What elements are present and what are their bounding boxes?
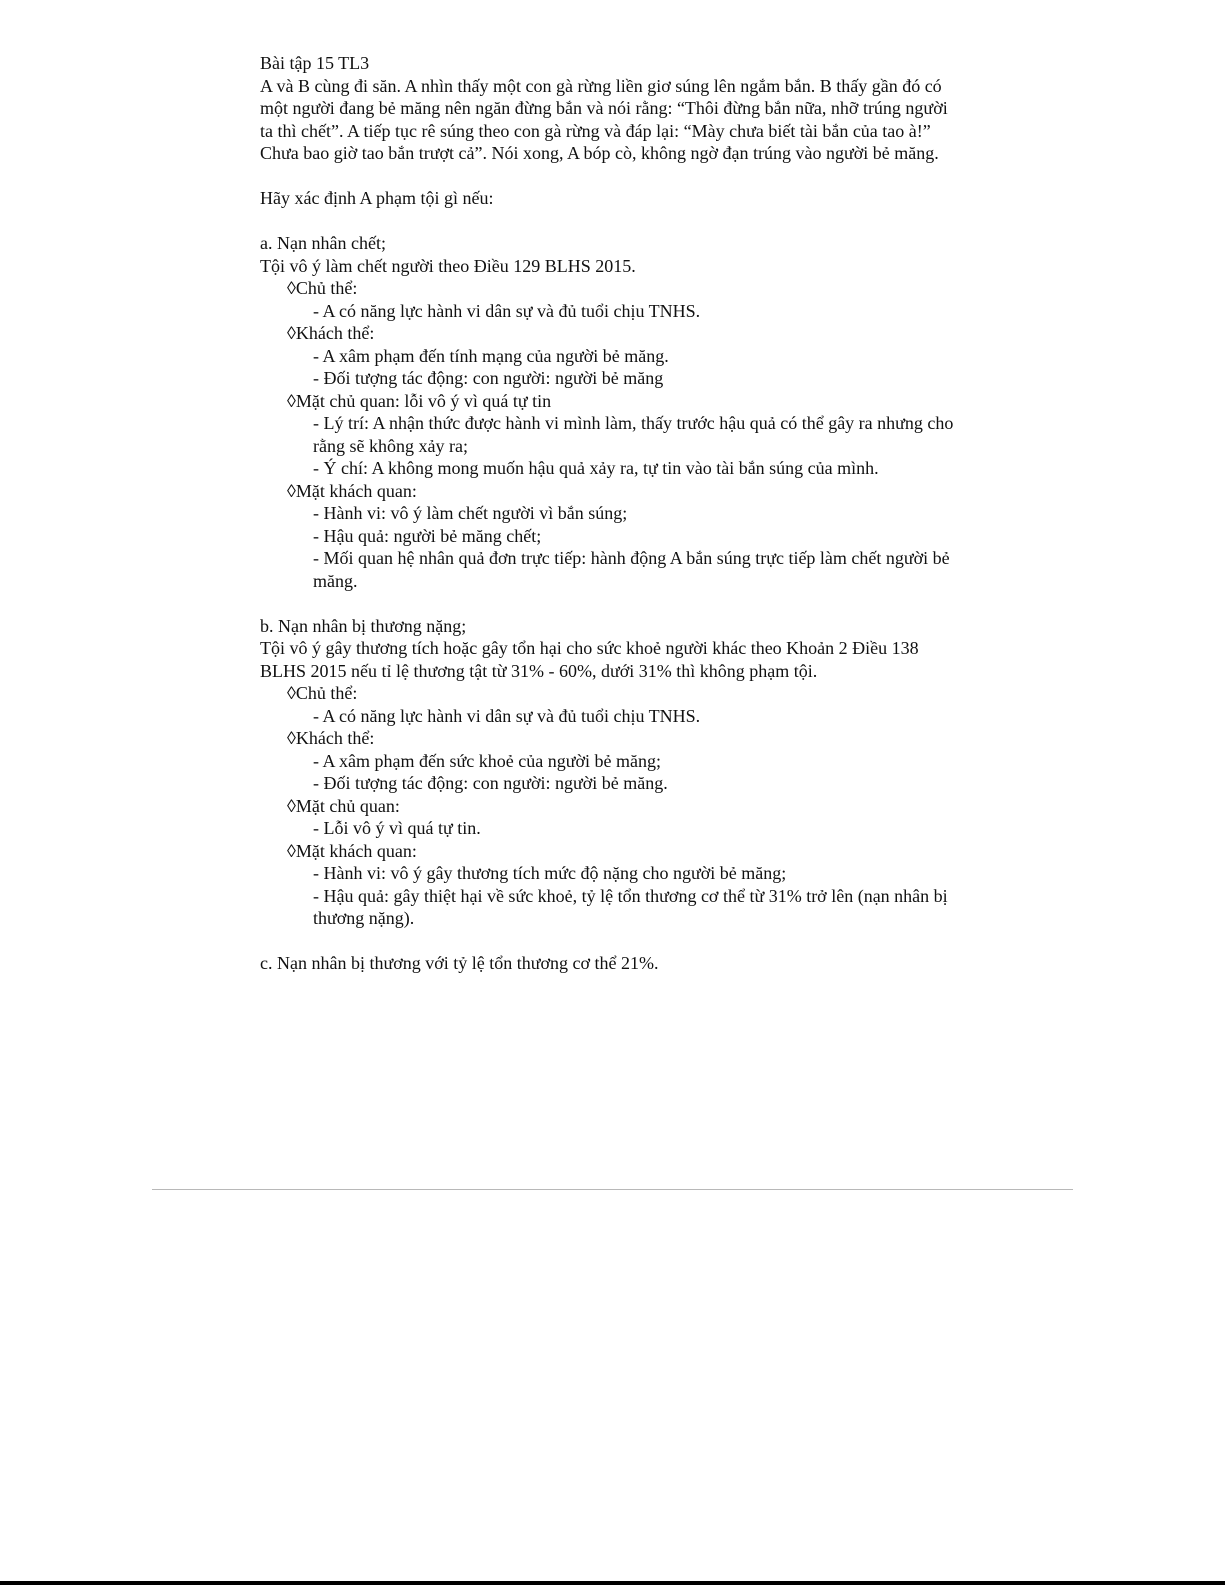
section-b-objective-item: - Hành vi: vô ý gây thương tích mức độ nặng cho người bẻ măng; <box>313 863 787 883</box>
section-a-objective-item: - Mối quan hệ nhân quả đơn trực tiếp: hành động A bắn súng trực tiếp làm chết người bẻ măng. <box>313 548 950 591</box>
document-title: Bài tập 15 TL3 <box>260 53 370 73</box>
section-b-object-label: ◊Khách thể: <box>287 728 375 748</box>
section-b-subjective-item: - Lỗi vô ý vì quá tự tin. <box>313 818 481 838</box>
section-a-crime: Tội vô ý làm chết người theo Điều 129 BLHS 2015. <box>260 255 636 276</box>
section-a-subjective-label: ◊Mặt chủ quan: lỗi vô ý vì quá tự tin <box>287 390 552 411</box>
section-a-object-item: - Đối tượng tác động: con người: người bẻ măng <box>313 368 664 388</box>
section-a-objective-label: ◊Mặt khách quan: <box>287 480 417 501</box>
question-paragraph: Hãy xác định A phạm tội gì nếu: <box>260 188 494 208</box>
document-page <box>260 52 960 975</box>
section-a-heading: a. Nạn nhân chết; <box>260 233 386 253</box>
bottom-edge-bar <box>0 1581 1225 1585</box>
section-b-heading: b. Nạn nhân bị thương nặng; <box>260 615 467 636</box>
section-a-subject-item: - A có năng lực hành vi dân sự và đủ tuổi chịu TNHS. <box>313 300 701 321</box>
section-a-object-item: - A xâm phạm đến tính mạng của người bẻ măng. <box>313 345 669 366</box>
section-a-objective-item: - Hậu quả: người bẻ măng chết; <box>313 525 542 546</box>
spacer <box>260 165 960 188</box>
section-c-heading: c. Nạn nhân bị thương với tỷ lệ tổn thương cơ thể 21%. <box>260 953 659 973</box>
page-divider <box>152 1189 1073 1190</box>
section-a-subjective-item: - Ý chí: A không mong muốn hậu quả xảy ra, tự tin vào tài bắn súng của mình. <box>313 458 879 478</box>
section-b-subject-item: - A có năng lực hành vi dân sự và đủ tuổi chịu TNHS. <box>313 705 701 726</box>
section-b-objective-label: ◊Mặt khách quan: <box>287 840 417 861</box>
spacer <box>260 592 960 615</box>
section-a-subject-label: ◊Chủ thể: <box>287 278 358 298</box>
section-a-objective-item: - Hành vi: vô ý làm chết người vì bắn súng; <box>313 503 628 523</box>
intro-paragraph: A và B cùng đi săn. A nhìn thấy một con gà rừng liền giơ súng lên ngắm bắn. B thấy gần đó có một người đang bẻ măng nên ngăn đừng bắn và nói rằng: “Thôi đừng bắn nữa, nhỡ trúng người ta thì chết”. A tiếp tục rê súng theo con gà rừng và đáp lại: “Mày chưa biết tài bắn của tao à!” Chưa bao giờ tao bắn trượt cả”. Nói xong, A bóp cò, không ngờ đạn trúng vào người bẻ măng. <box>260 75 948 163</box>
spacer <box>260 210 960 233</box>
section-b-objective-item: - Hậu quả: gây thiệt hại về sức khoẻ, tỷ lệ tổn thương cơ thể từ 31% trở lên (nạn nhân bị thương nặng). <box>313 885 948 928</box>
section-b-object-item: - Đối tượng tác động: con người: người bẻ măng. <box>313 773 668 793</box>
section-b-subjective-label: ◊Mặt chủ quan: <box>287 795 400 816</box>
section-b-subject-label: ◊Chủ thể: <box>287 683 358 703</box>
section-b-object-item: - A xâm phạm đến sức khoẻ của người bẻ măng; <box>313 750 661 771</box>
section-a-subjective-item: - Lý trí: A nhận thức được hành vi mình làm, thấy trước hậu quả có thể gây ra nhưng cho rằng sẽ không xảy ra; <box>313 413 954 456</box>
section-a-object-label: ◊Khách thể: <box>287 323 375 343</box>
section-b-crime: Tội vô ý gây thương tích hoặc gây tổn hại cho sức khoẻ người khác theo Khoản 2 Điều 138 BLHS 2015 nếu tỉ lệ thương tật từ 31% - 60%, dưới 31% thì không phạm tội. <box>260 638 919 681</box>
spacer <box>260 930 960 953</box>
